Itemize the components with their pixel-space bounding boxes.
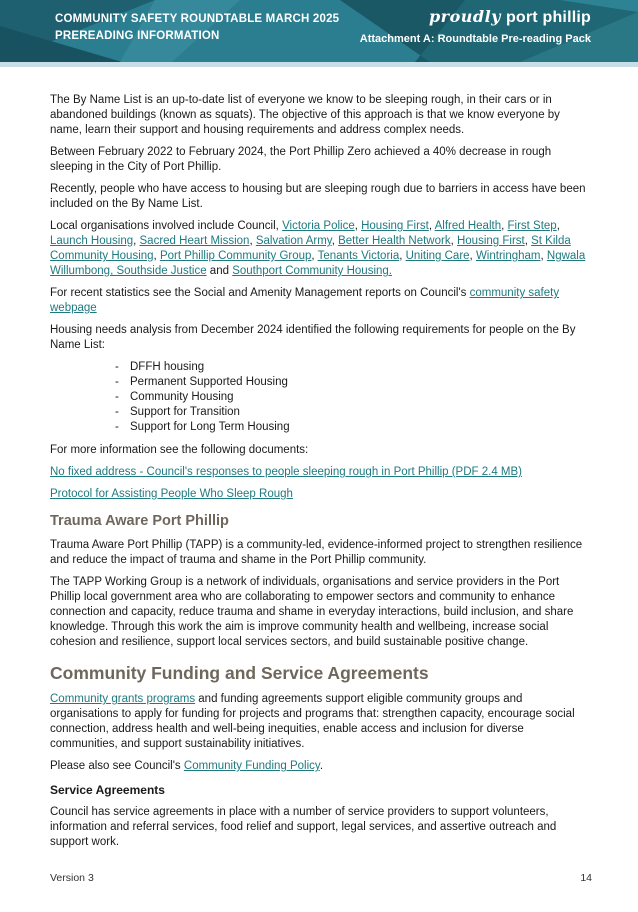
- logo-script-word: proudly: [428, 7, 501, 26]
- logo-wordmark: port phillip: [505, 9, 591, 26]
- text-run: ,: [524, 235, 532, 247]
- hyperlink[interactable]: St Kilda Community Housing: [50, 235, 571, 262]
- banner-bottom-strip: [0, 62, 638, 67]
- bullet-text: Support for Transition: [130, 406, 240, 418]
- text-run: ,: [331, 235, 339, 247]
- paragraph: [50, 759, 590, 774]
- bullet-dash-icon: -: [115, 361, 119, 373]
- bullet-dash-icon: -: [115, 406, 119, 418]
- paragraph: [50, 93, 590, 138]
- text-run: Between February 2022 to February 2024, the Port Phillip Zero achieved a 40% decrease in rough sleeping in the City of Port Phillip.: [50, 146, 552, 173]
- hyperlink[interactable]: No fixed address - Council's responses to people sleeping rough in Port Phillip (PDF 2.4 MB): [50, 466, 523, 478]
- bullet-item: [50, 405, 590, 420]
- paragraph: [50, 182, 590, 212]
- text-run: Recently, people who have access to housing but are sleeping rough due to barriers in access have been included on the By Name List.: [50, 183, 586, 210]
- bullet-text: Community Housing: [130, 391, 234, 403]
- text-run: ,: [540, 250, 547, 262]
- text-run: Local organisations involved include Council,: [50, 220, 283, 232]
- hyperlink[interactable]: Wintringham: [475, 250, 541, 262]
- hyperlink[interactable]: Tenants Victoria: [317, 250, 400, 262]
- paragraph: [50, 805, 590, 850]
- text-run: ,: [249, 235, 256, 247]
- bullet-dash-icon: -: [115, 421, 119, 433]
- paragraph: [50, 145, 590, 175]
- port-phillip-logo: [360, 7, 591, 27]
- hyperlink[interactable]: Community grants programs: [50, 693, 196, 705]
- paragraph: [50, 323, 590, 353]
- text-run: Trauma Aware Port Phillip (TAPP) is a community-led, evidence-informed project to strengthen resilience and reduce the impact of trauma and shame in the Port Phillip community.: [50, 539, 583, 566]
- hyperlink[interactable]: Southport Community Housing.: [232, 265, 392, 277]
- hyperlink[interactable]: Uniting Care: [405, 250, 470, 262]
- banner-right-block: [360, 7, 591, 45]
- hyperlink[interactable]: Port Phillip Community Group: [159, 250, 312, 262]
- attachment-label: Attachment A: Roundtable Pre-reading Pack: [359, 33, 591, 45]
- text-run: Housing needs analysis from December 2024 identified the following requirements for people on the By Name List:: [50, 324, 576, 351]
- hyperlink[interactable]: Community Funding Policy: [183, 760, 320, 772]
- paragraph: [50, 443, 590, 458]
- section-heading: Community Funding and Service Agreements: [50, 663, 429, 683]
- bullet-dash-icon: -: [115, 391, 119, 403]
- text-run: ,: [469, 250, 476, 262]
- paragraph: [50, 487, 590, 502]
- text-run: For more information see the following documents:: [50, 444, 309, 456]
- document-body: [50, 93, 590, 857]
- text-run: ,: [450, 235, 457, 247]
- page-number: 14: [580, 872, 592, 884]
- bullet-item: [50, 390, 590, 405]
- bullet-list: [50, 360, 590, 435]
- text-run: ,: [133, 235, 140, 247]
- text-run: Council has service agreements in place with a number of service providers to support volunteers, information and referral services, food relief and support, legal services, and assertive outreach and support work.: [50, 806, 557, 848]
- text-run: Please also see Council's: [50, 760, 184, 772]
- header-banner: [0, 0, 638, 62]
- hyperlink[interactable]: Protocol for Assisting People Who Sleep Rough: [50, 488, 293, 500]
- version-label: Version 3: [50, 872, 94, 884]
- text-run: ,: [153, 250, 160, 262]
- text-run: For recent statistics see the Social and Amenity Management reports on Council's: [50, 287, 470, 299]
- text-run: ,: [428, 220, 435, 232]
- paragraph: [50, 538, 590, 568]
- text-run: The By Name List is an up-to-date list of everyone we know to be sleeping rough, in their cars or in abandoned buildings (known as squats). The objective of this approach is that we know everyone by name, learn their support and housing requirements and address complex needs.: [50, 94, 560, 136]
- banner-title-line1: COMMUNITY SAFETY ROUNDTABLE MARCH 2025: [55, 13, 340, 25]
- bullet-text: DFFH housing: [130, 361, 205, 373]
- text-run: ,: [556, 220, 560, 232]
- hyperlink[interactable]: Sacred Heart Mission: [139, 235, 250, 247]
- paragraph: [50, 286, 590, 316]
- hyperlink[interactable]: Housing First: [456, 235, 525, 247]
- page-footer: [50, 872, 592, 884]
- section-heading: Service Agreements: [50, 783, 165, 797]
- text-run: ,: [501, 220, 508, 232]
- banner-title: [55, 11, 339, 45]
- hyperlink[interactable]: Victoria Police: [282, 220, 355, 232]
- bullet-text: Permanent Supported Housing: [130, 376, 288, 388]
- text-run: The TAPP Working Group is a network of individuals, organisations and service providers in the Port Phillip local government area who are collaborating to empower sectors and community to enhance connection and capacity, reduce trauma and shame in everyday interactions, build inclusion, and share knowledge. Through this work the aim is improve community health and wellbeing, increase social cohesion and resilience, support local services sectors, and build sustainable positive change.: [50, 576, 574, 648]
- hyperlink[interactable]: Salvation Army: [255, 235, 332, 247]
- hyperlink[interactable]: Launch Housing: [50, 235, 134, 247]
- text-run: and funding agreements support eligible community groups and organisations to apply for funding for projects and programs that: strengthen capacity, encourage social connection, address health and well-being inequities, enable access and inclusion for diverse communities, and support sustainability initiatives.: [50, 693, 575, 750]
- text-run: .: [319, 760, 324, 772]
- text-run: ,: [399, 250, 406, 262]
- hyperlink[interactable]: Housing First: [361, 220, 429, 232]
- section-heading: Trauma Aware Port Phillip: [50, 513, 229, 529]
- hyperlink[interactable]: Alfred Health: [434, 220, 502, 232]
- hyperlink[interactable]: Better Health Network: [338, 235, 451, 247]
- text-run: ,: [311, 250, 318, 262]
- text-run: ,: [354, 220, 362, 232]
- bullet-item: [50, 360, 590, 375]
- hyperlink[interactable]: community safety webpage: [50, 287, 560, 314]
- text-run: and: [206, 265, 233, 277]
- paragraph: [50, 575, 590, 650]
- paragraph: [50, 692, 590, 752]
- paragraph: [50, 219, 590, 279]
- bullet-item: [50, 420, 590, 435]
- hyperlink[interactable]: First Step: [507, 220, 557, 232]
- banner-title-line2: PREREADING INFORMATION: [55, 30, 220, 42]
- bullet-dash-icon: -: [115, 376, 119, 388]
- hyperlink[interactable]: Ngwala Willumbong, Southside Justice: [50, 250, 586, 277]
- bullet-item: [50, 375, 590, 390]
- bullet-text: Support for Long Term Housing: [130, 421, 290, 433]
- paragraph: [50, 465, 590, 480]
